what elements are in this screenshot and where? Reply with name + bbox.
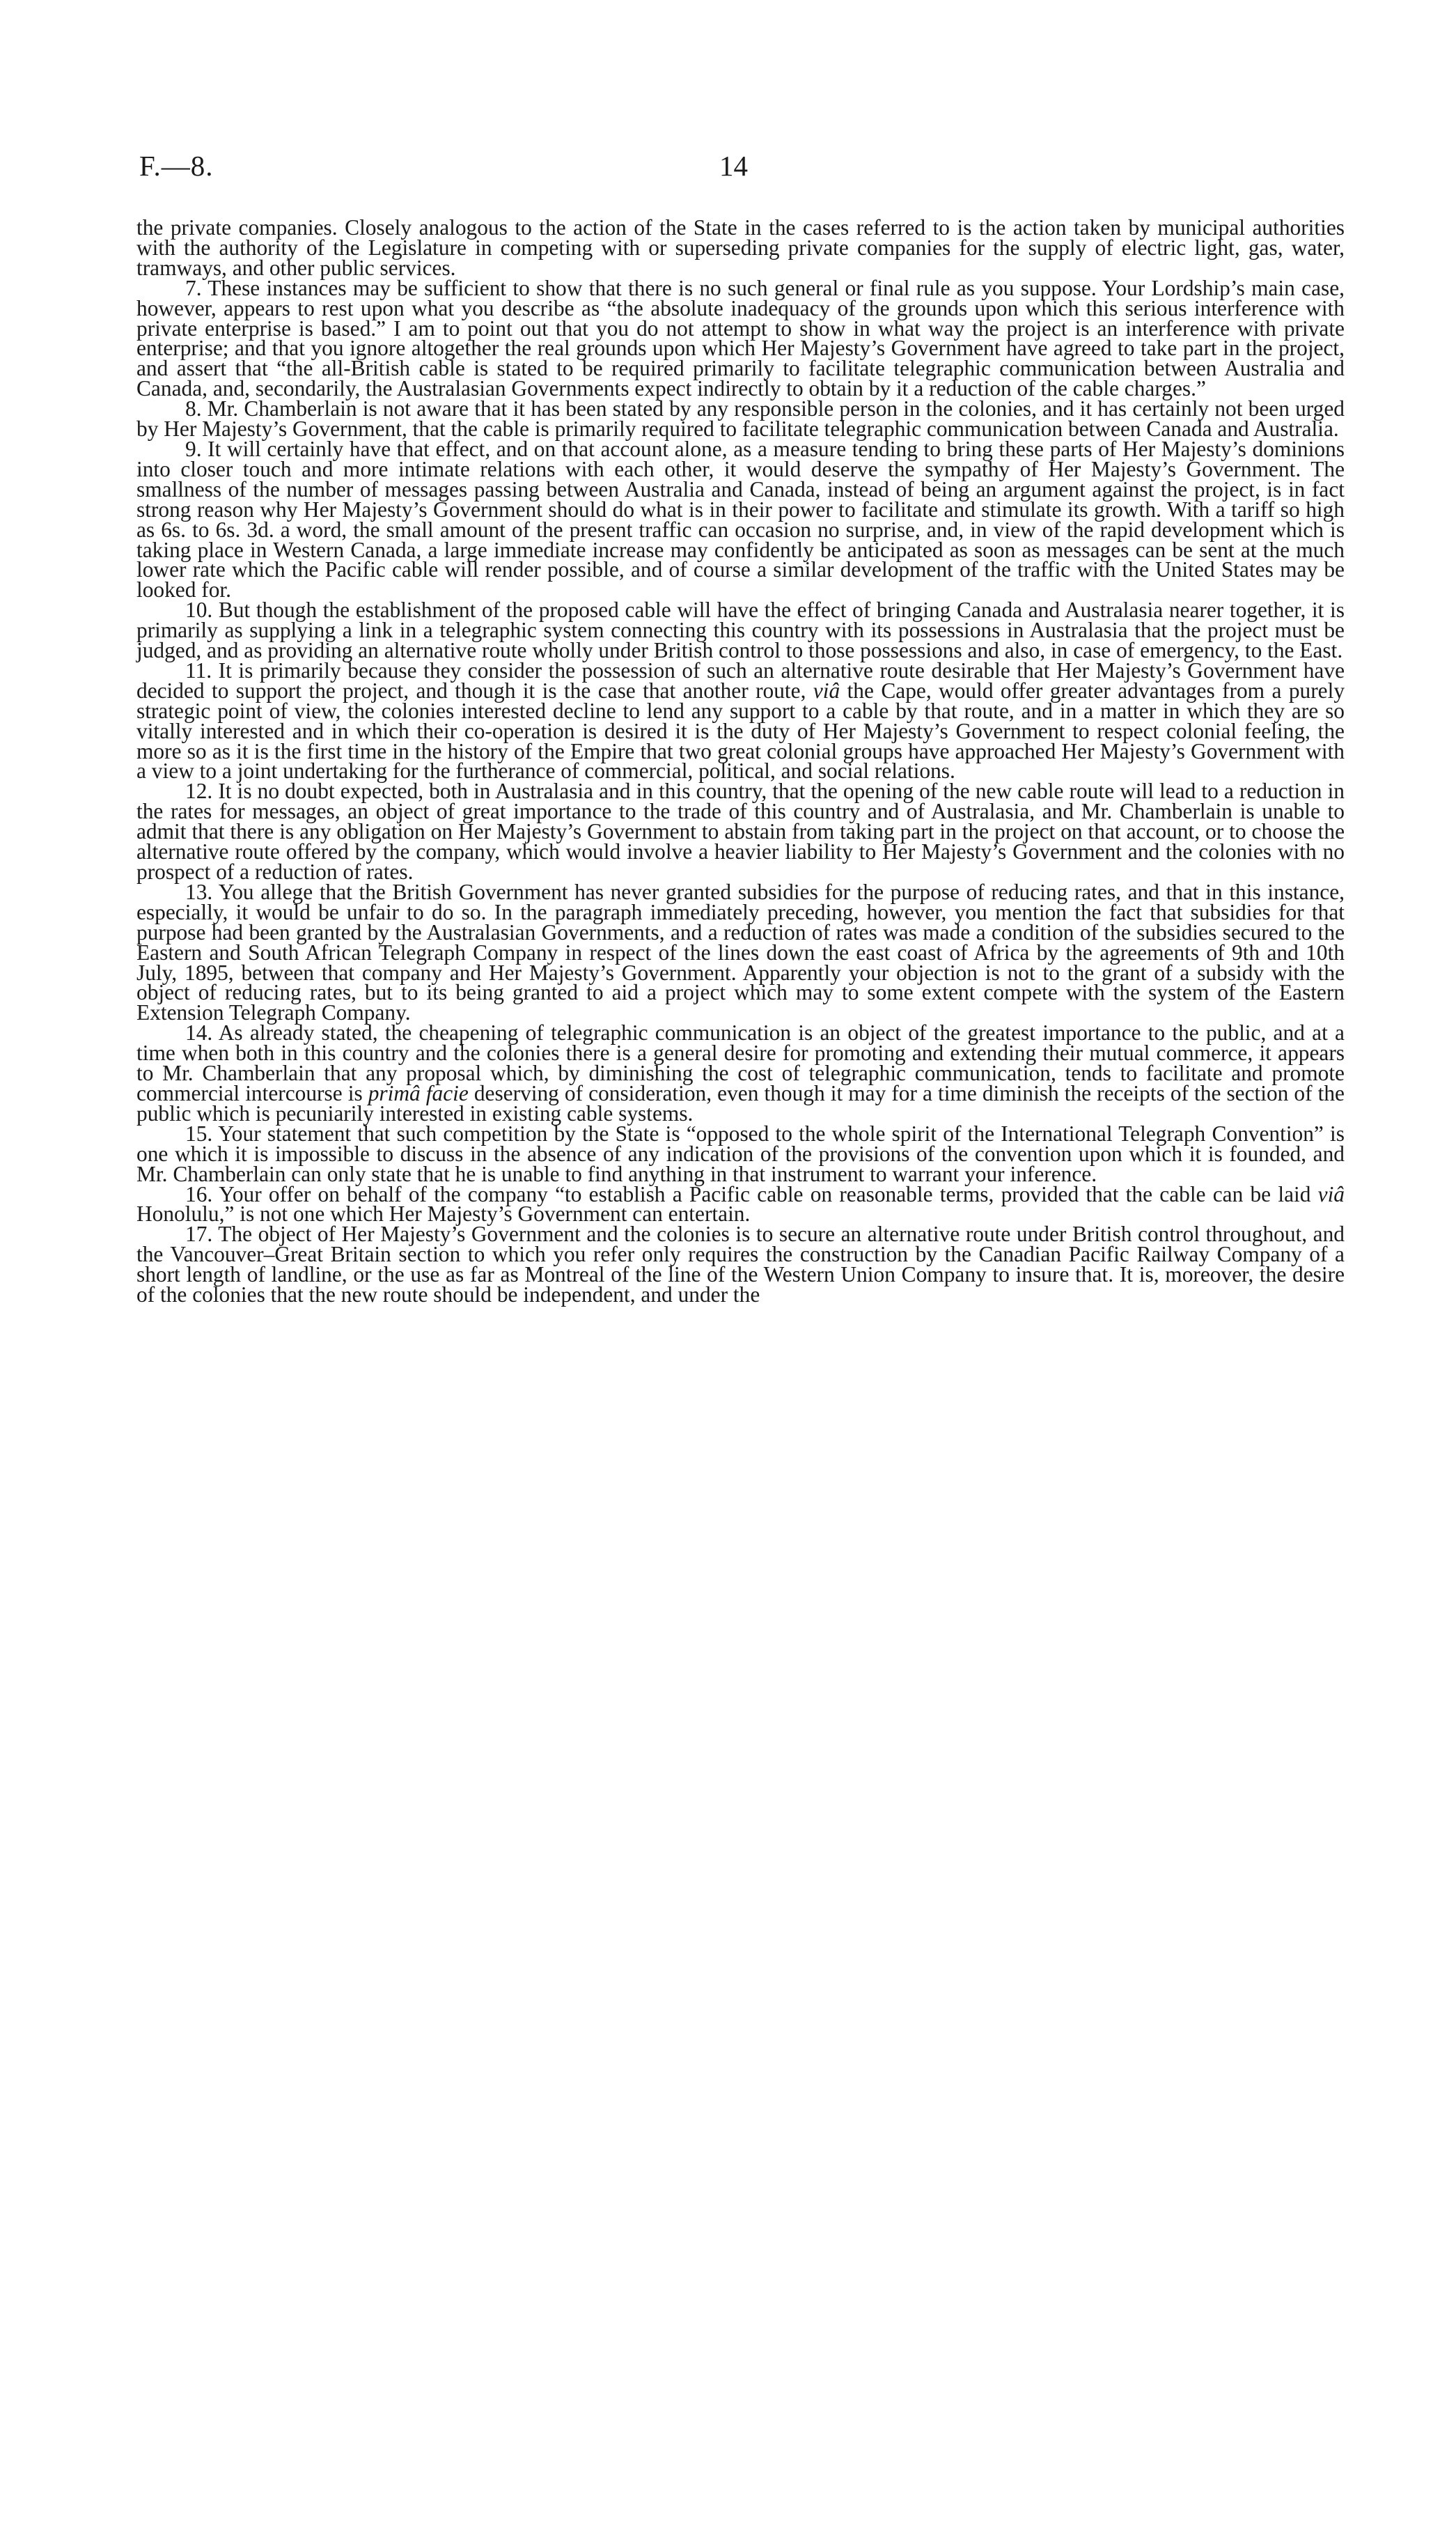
paragraph-11-text-a: 11. It is primarily because they consider the possession of such an alternative route desirable that Her Majesty’s Government have decided to support the project, and though it is the case that another route,	[136, 658, 1345, 703]
paragraph-7: 7. These instances may be sufficient to show that there is no such general or final rule as you suppose. Your Lordship’s main case, however, appears to rest upon what you describe as “the absolute inadequacy of the grounds upon which this serious interference with private enterprise is based.” I am to point out that you do not attempt to show in what way the project is an interference with private enterprise; and that you ignore altogether the real grounds upon which Her Majesty’s Government have agreed to take part in the project, and assert that “the all-British cable is stated to be required primarily to facilitate telegraphic communication between Australia and Canada, and, secondarily, the Australasian Governments expect indirectly to obtain by it a reduction of the cable charges.”	[136, 275, 1345, 401]
page-number: 14	[719, 150, 748, 182]
document-reference: F.—8.	[139, 150, 214, 182]
paragraph-10: 10. But though the establishment of the proposed cable will have the effect of bringing Canada and Australasia nearer together, it is primarily as supplying a link in a telegraphic system connecting this country with its possessions in Australasia that the project must be judged, and as providing an alternative route wholly under British control to those possessions and also, in case of emergency, to the East.	[136, 598, 1345, 663]
paragraph-14	[136, 1020, 1345, 1126]
paragraph-11	[136, 658, 1345, 784]
paragraph-8: 8. Mr. Chamberlain is not aware that it has been stated by any responsible person in the colonies, and it has certainly not been urged by Her Majesty’s Government, that the cable is primarily required to facilitate telegraphic communication between Canada and Australia.	[136, 396, 1345, 442]
paragraph-16-italic: viâ	[1317, 1181, 1345, 1206]
paragraph-15: 15. Your statement that such competition by the State is “opposed to the whole spirit of the International Telegraph Convention” is one which it is impossible to discuss in the absence of any indication of the provisions of the convention upon which it is founded, and Mr. Chamberlain can only state that he is unable to find anything in that instrument to warrant your inference.	[136, 1121, 1345, 1186]
paragraph-continuation: the private companies. Closely analogous to the action of the State in the cases referred to is the action taken by municipal authorities with the authority of the Legislature in competing with or superseding private companies for the supply of electric light, gas, water, tramways, and other public services.	[136, 215, 1345, 280]
paragraph-16	[136, 1181, 1345, 1227]
paragraph-16-text-b: Honolulu,” is not one which Her Majesty’s Government can entertain.	[136, 1202, 751, 1227]
paragraph-14-text-b: deserving of consideration, even though it may for a time diminish the receipts of the section of the public which is pecuniarily interested in existing cable systems.	[136, 1080, 1345, 1126]
paragraph-12: 12. It is no doubt expected, both in Australasia and in this country, that the opening of the new cable route will lead to a reduction in the rates for messages, an object of great importance to the trade of this country and of Australasia, and Mr. Chamberlain is unable to admit that there is any obligation on Her Majesty’s Government to abstain from taking part in the project on that account, or to choose the alternative route offered by the company, which would involve a heavier liability to Her Majesty’s Government and the colonies with no prospect of a reduction of rates.	[136, 779, 1345, 884]
paragraph-13: 13. You allege that the British Government has never granted subsidies for the purpose of reducing rates, and that in this instance, especially, it would be unfair to do so. In the paragraph immediately preceding, however, you mention the fact that subsidies for that purpose had been granted by the Australasian Governments, and a reduction of rates was made a condition of the subsidies secured to the Eastern and South African Telegraph Company in respect of the lines down the east coast of Africa by the agreements of 9th and 10th July, 1895, between that company and Her Majesty’s Government. Apparently your objection is not to the grant of a subsidy with the object of reducing rates, but to its being granted to aid a project which may to some extent compete with the system of the Eastern Extension Telegraph Company.	[136, 879, 1345, 1025]
paragraph-9: 9. It will certainly have that effect, and on that account alone, as a measure tending to bring these parts of Her Majesty’s dominions into closer touch and more intimate relations with each other, it would deserve the sympathy of Her Majesty’s Government. The smallness of the number of messages passing between Australia and Canada, instead of being an argument against the project, is in fact strong reason why Her Majesty’s Government should do what is in their power to facilitate and stimulate its growth. With a tariff so high as 6s. to 6s. 3d. a word, the small amount of the present traffic can occasion no surprise, and, in view of the rapid development which is taking place in Western Canada, a large immediate increase may confidently be anticipated as soon as messages can be sent at the much lower rate which the Pacific cable will render possible, and of course a similar development of the traffic with the United States may be looked for.	[136, 436, 1345, 603]
paragraph-11-text-b: the Cape, would offer greater advantages from a purely strategic point of view, the colonies interested decline to lend any support to a cable by that route, and in a matter in which they are so vitally interested and in which their co-operation is desired it is the duty of Her Majesty’s Government to respect colonial feeling, the more so as it is the first time in the history of the Empire that two great colonial groups have approached Her Majesty’s Government with a view to a joint undertaking for the furtherance of commercial, political, and social relations.	[136, 678, 1345, 784]
paragraph-11-italic: viâ	[813, 678, 840, 703]
paragraph-14-text-a: 14. As already stated, the cheapening of telegraphic communication is an object of the greatest importance to the public, and at a time when both in this country and the colonies there is a general desire for promoting and extending their mutual commerce, it appears to Mr. Chamberlain that any proposal which, by diminishing the cost of telegraphic communication, tends to facilitate and promote commercial intercourse is	[136, 1020, 1345, 1105]
body-text	[136, 215, 1345, 1307]
paragraph-14-italic: primâ facie	[368, 1080, 469, 1105]
paragraph-17: 17. The object of Her Majesty’s Government and the colonies is to secure an alternative route under British control throughout, and the Vancouver–Great Britain section to which you refer only requires the construction by the Canadian Pacific Railway Company of a short length of landline, or the use as far as Montreal of the line of the Western Union Company to insure that. It is, moreover, the desire of the colonies that the new route should be independent, and under the	[136, 1222, 1345, 1307]
paragraph-16-text-a: 16. Your offer on behalf of the company “to establish a Pacific cable on reasonable terms, provided that the cable can be laid	[185, 1181, 1318, 1206]
